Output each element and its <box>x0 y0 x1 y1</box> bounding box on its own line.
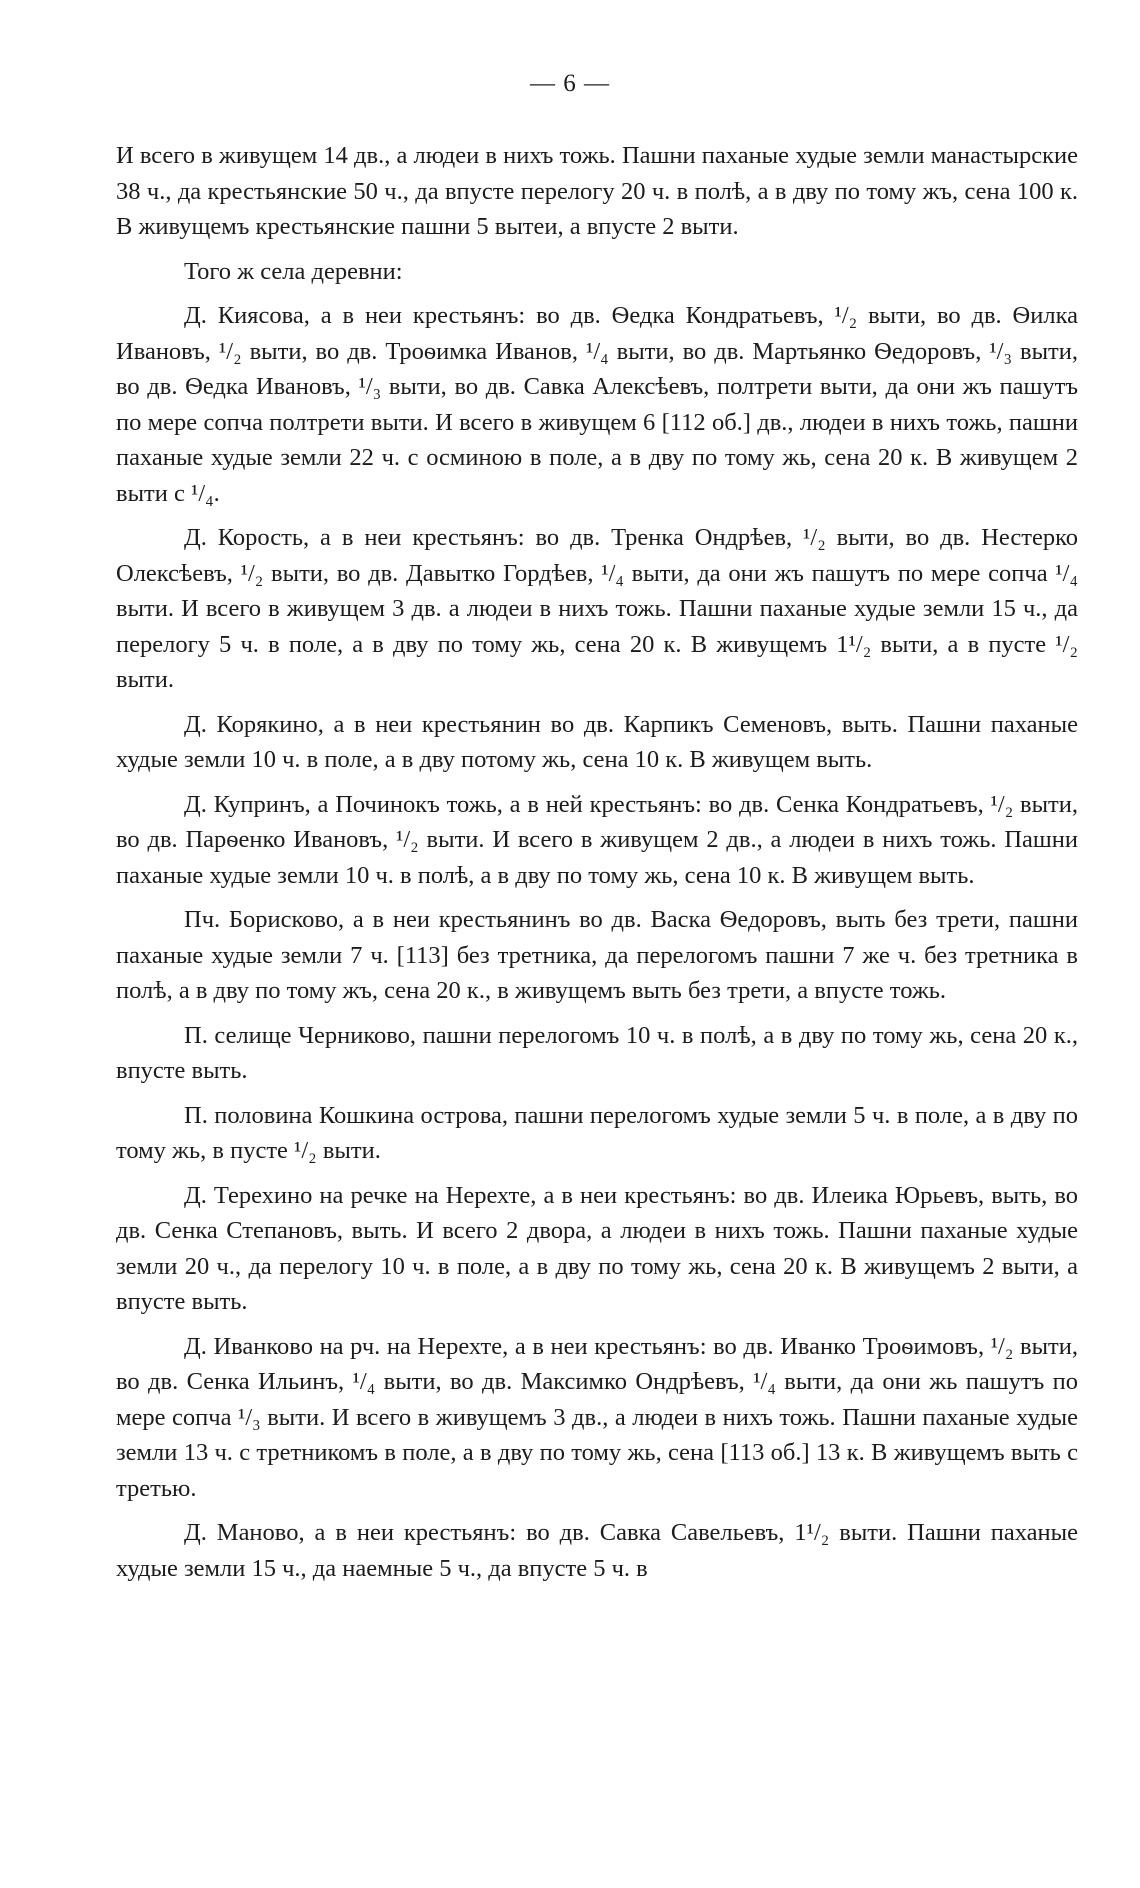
paragraph: Д. Корость, а в неи крестьянъ: во дв. Тренка Ондрѣев, ¹/₂ выти, во дв. Нестерко Олексѣевъ, ¹/₂ выти, во дв. Давытко Гордѣев, ¹/₄ выти, да они жъ пашутъ по мере сопча ¹/₄ выти. И всего в живущем 3 дв. а людеи в нихъ тожь. Пашни паханые худые земли 15 ч., да перелогу 5 ч. в поле, а в дву по тому жь, сена 20 к. В живущемъ 1¹/₂ выти, а в пусте ¹/₂ выти. <box>116 524 1078 693</box>
paragraph: Д. Маново, а в неи крестьянъ: во дв. Савка Савельевъ, 1¹/₂ выти. Пашни паханые худые земли 15 ч., да наемные 5 ч., да впусте 5 ч. в <box>116 1519 1078 1582</box>
page-number: — 6 — <box>530 70 610 97</box>
paragraph: Д. Терехино на речке на Нерехте, а в неи крестьянъ: во дв. Илеика Юрьевъ, выть, во дв. Сенка Степановъ, выть. И всего 2 двора, а людеи в нихъ тожь. Пашни паханые худые земли 20 ч., да перелогу 10 ч. в поле, а в дву по тому жь, сена 20 к. В живущемъ 2 выти, а впусте выть. <box>116 1181 1078 1315</box>
text-column <box>116 138 1078 1595</box>
paragraph: П. селище Черниково, пашни перелогомъ 10 ч. в полѣ, а в дву по тому жь, сена 20 к., впусте выть. <box>116 1021 1078 1084</box>
paragraph: Д. Иванково на рч. на Нерехте, а в неи крестьянъ: во дв. Иванко Троѳимовъ, ¹/₂ выти, во дв. Сенка Ильинъ, ¹/₄ выти, во дв. Максимко Ондрѣевъ, ¹/₄ выти, да они жь пашутъ по мере сопча ¹/₃ выти. И всего в живущемъ 3 дв., а людеи в нихъ тожь. Пашни паханые худые земли 13 ч. с третникомъ в поле, а в дву по тому жь, сена [113 об.] 13 к. В живущемъ выть с третью. <box>116 1332 1078 1502</box>
paragraph: Того ж села деревни: <box>184 257 403 285</box>
paragraph: Пч. Борисково, а в неи крестьянинъ во дв. Васка Ѳедоровъ, выть без трети, пашни паханые худые земли 7 ч. [113] без третника, да перелогомъ пашни 7 же ч. без третника в полѣ, а в дву по тому жъ, сена 20 к., в живущемъ выть без трети, а впусте тожь. <box>116 906 1078 1004</box>
paragraph: Д. Корякино, а в неи крестьянин во дв. Карпикъ Семеновъ, выть. Пашни паханые худые земли 10 ч. в поле, а в дву потому жь, сена 10 к. В живущем выть. <box>116 710 1078 773</box>
paragraph: П. половина Кошкина острова, пашни перелогомъ худые земли 5 ч. в поле, а в дву по тому жь, в пусте ¹/₂ выти. <box>116 1101 1078 1164</box>
paragraph: И всего в живущем 14 дв., а людеи в нихъ тожь. Пашни паханые худые земли манастырские 38 ч., да крестьянские 50 ч., да впусте перелогу 20 ч. в полѣ, а в дву по тому жъ, сена 100 к. В живущемъ крестьянские пашни 5 вытеи, а впусте 2 выти. <box>116 142 1078 240</box>
paragraph: Д. Киясова, а в неи крестьянъ: во дв. Ѳедка Кондратьевъ, ¹/₂ выти, во дв. Ѳилка Ивановъ, ¹/₂ выти, во дв. Троѳимка Иванов, ¹/₄ выти, во дв. Мартьянко Ѳедоровъ, ¹/₃ выти, во дв. Ѳедка Ивановъ, ¹/₃ выти, во дв. Савка Алексѣевъ, полтрети выти, да они жъ пашутъ по мере сопча полтрети выти. И всего в живущем 6 [112 об.] дв., людеи в нихъ тожь, пашни паханые худые земли 22 ч. с осминою в поле, а в дву по тому жь, сена 20 к. В живущем 2 выти с ¹/₄. <box>116 302 1078 507</box>
paragraph: Д. Купринъ, а Починокъ тожь, а в ней крестьянъ: во дв. Сенка Кондратьевъ, ¹/₂ выти, во дв. Парѳенко Ивановъ, ¹/₂ выти. И всего в живущем 2 дв., а людеи в нихъ тожь. Пашни паханые худые земли 10 ч. в полѣ, а в дву по тому жь, сена 10 к. В живущем выть. <box>116 790 1078 889</box>
